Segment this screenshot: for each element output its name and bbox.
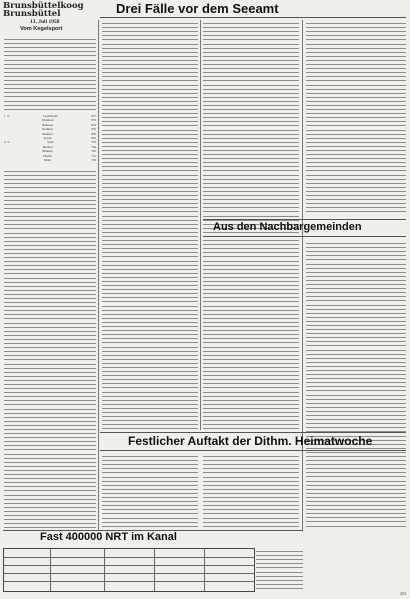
- result-row: 1. V. Lindemann 977: [4, 114, 96, 118]
- divider: [100, 432, 406, 433]
- article-kanal-side: [256, 548, 303, 590]
- result-row: 2. V. Stolz 779: [4, 140, 96, 145]
- result-row: Harms 721: [43, 153, 96, 158]
- divider: [203, 219, 406, 220]
- article-right-nachbar: [306, 240, 406, 530]
- divider: [100, 450, 406, 451]
- kegel-results: [4, 114, 96, 162]
- result-row: Thomsen 876: [41, 118, 96, 123]
- divider: [100, 17, 406, 18]
- result-row: Mohr 702: [44, 158, 96, 163]
- column-divider: [302, 20, 303, 530]
- kanal-table: [3, 548, 255, 592]
- masthead-line2: Brunsbüttel: [3, 9, 61, 19]
- article-festlich-col2: [203, 453, 299, 531]
- result-row: Reimers 836: [42, 127, 96, 132]
- article-left-lower: [4, 168, 96, 530]
- result-row: Meiners 743: [42, 149, 96, 154]
- column-divider: [98, 20, 99, 530]
- masthead: [3, 2, 98, 18]
- article-right-top: [306, 20, 406, 216]
- issue-date: 13. Juli 1958: [30, 19, 60, 25]
- result-row: Meinert 764: [42, 144, 96, 149]
- headline-main: Drei Fälle vor dem Seeamt: [116, 1, 279, 16]
- result-row: Bahnsen 854: [42, 122, 96, 127]
- headline-kegel: Vom Kegelsport: [20, 26, 63, 32]
- article-seeamt-col1: [102, 20, 198, 430]
- masthead-line1: Brunsbüttelkoog: [3, 1, 84, 11]
- article-festlich-col1: [102, 453, 198, 531]
- column-divider: [200, 20, 201, 430]
- result-row: Meiners 830: [42, 131, 96, 136]
- result-row: Jacobs 822: [43, 136, 96, 141]
- headline-festlicher: Festlicher Auftakt der Dithm. Heimatwoche: [128, 434, 373, 448]
- headline-nachbar: Aus den Nachbargemeinden: [213, 221, 362, 233]
- headline-kanal: Fast 400000 NRT im Kanal: [40, 531, 177, 543]
- article-kegel-text: [4, 36, 96, 110]
- divider: [203, 236, 406, 237]
- page-number: 253: [400, 591, 406, 596]
